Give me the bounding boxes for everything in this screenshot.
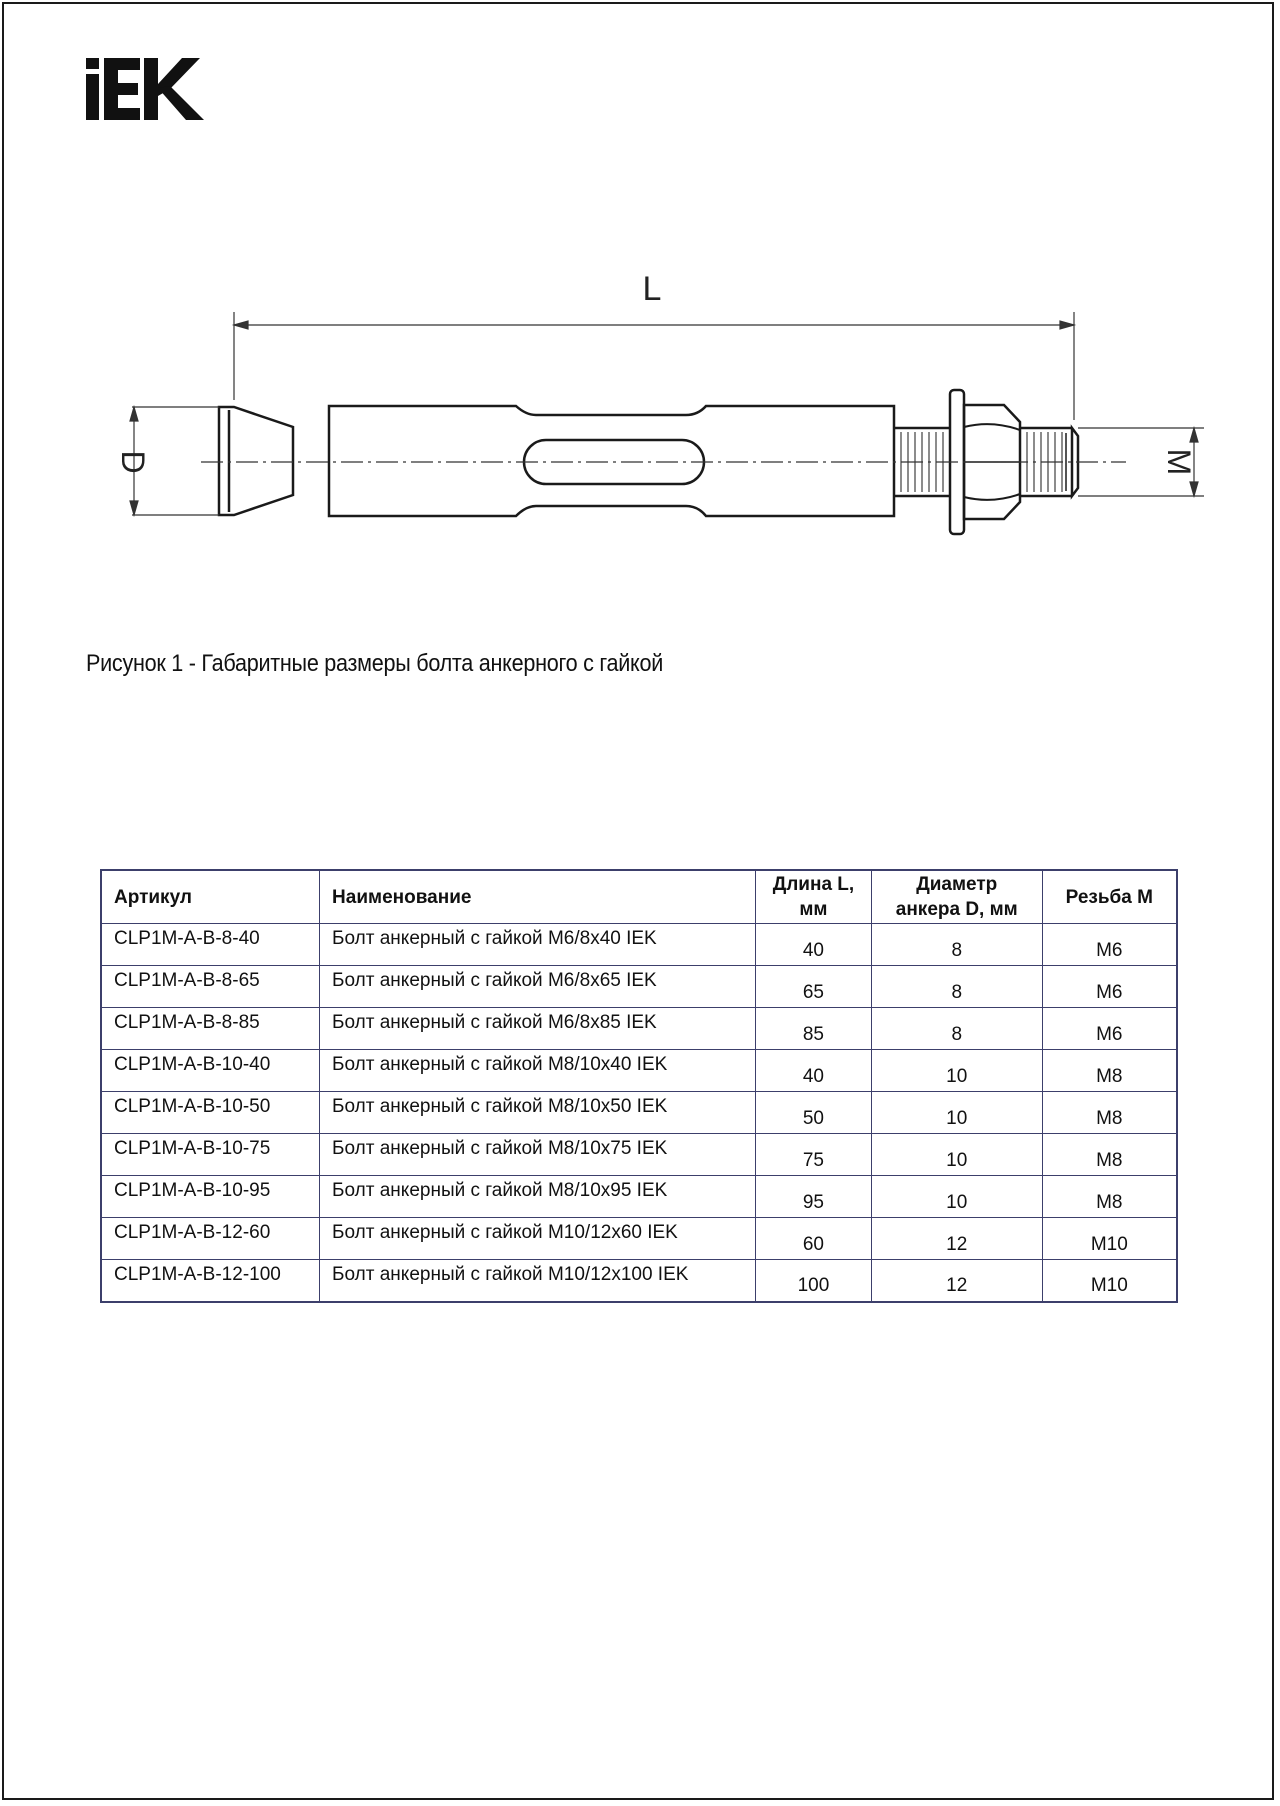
cell-thread: М10 <box>1042 1260 1177 1302</box>
cell-article: CLP1M-A-B-10-75 <box>101 1134 320 1176</box>
cell-name: Болт анкерный с гайкой М10/12х100 IEK <box>320 1260 756 1302</box>
label-M: M <box>1161 448 1197 476</box>
header-length <box>756 870 872 924</box>
header-diameter <box>871 870 1042 924</box>
header-length-line1: Длина L, <box>772 874 855 895</box>
cell-diameter: 10 <box>871 1050 1042 1092</box>
cell-diameter: 10 <box>871 1092 1042 1134</box>
cell-diameter: 12 <box>871 1218 1042 1260</box>
cell-thread: М6 <box>1042 1008 1177 1050</box>
cell-article: CLP1M-A-B-10-95 <box>101 1176 320 1218</box>
cell-article: CLP1M-A-B-12-100 <box>101 1260 320 1302</box>
cell-diameter: 8 <box>871 1008 1042 1050</box>
cell-article: CLP1M-A-B-10-40 <box>101 1050 320 1092</box>
cell-name: Болт анкерный с гайкой М6/8х85 IEK <box>320 1008 756 1050</box>
cell-article: CLP1M-A-B-8-65 <box>101 966 320 1008</box>
cell-article: CLP1M-A-B-8-40 <box>101 924 320 966</box>
cell-length: 85 <box>756 1008 872 1050</box>
specification-table <box>100 869 1178 1303</box>
header-thread: Резьба М <box>1042 870 1177 924</box>
cell-thread: М10 <box>1042 1218 1177 1260</box>
iek-logo-mark <box>86 58 212 120</box>
dimension-L <box>234 312 1074 420</box>
cell-name: Болт анкерный с гайкой М8/10х95 IEK <box>320 1176 756 1218</box>
cell-article: CLP1M-A-B-12-60 <box>101 1218 320 1260</box>
cell-length: 100 <box>756 1260 872 1302</box>
cell-thread: М8 <box>1042 1092 1177 1134</box>
cell-length: 50 <box>756 1092 872 1134</box>
cell-diameter: 10 <box>871 1176 1042 1218</box>
header-length-line2: мм <box>799 899 828 920</box>
cell-name: Болт анкерный с гайкой М8/10х75 IEK <box>320 1134 756 1176</box>
iek-logo <box>86 58 212 120</box>
header-diameter-line1: Диаметр <box>916 874 998 895</box>
cell-name: Болт анкерный с гайкой М8/10х50 IEK <box>320 1092 756 1134</box>
header-article: Артикул <box>101 870 320 924</box>
table-row <box>101 1050 1177 1092</box>
table-row <box>101 1260 1177 1302</box>
table-row <box>101 924 1177 966</box>
cell-diameter: 8 <box>871 924 1042 966</box>
label-L: L <box>642 270 662 308</box>
cell-article: CLP1M-A-B-8-85 <box>101 1008 320 1050</box>
cell-name: Болт анкерный с гайкой М10/12х60 IEK <box>320 1218 756 1260</box>
cell-thread: М8 <box>1042 1176 1177 1218</box>
table-row <box>101 1218 1177 1260</box>
cell-article: CLP1M-A-B-10-50 <box>101 1092 320 1134</box>
figure-caption: Рисунок 1 - Габаритные размеры болта анкерного с гайкой <box>86 650 663 677</box>
label-D: D <box>115 450 151 474</box>
header-diameter-line2: анкера D, мм <box>895 899 1018 920</box>
expansion-sleeve <box>329 406 894 516</box>
cell-name: Болт анкерный с гайкой М6/8х40 IEK <box>320 924 756 966</box>
table-row <box>101 1176 1177 1218</box>
cell-length: 65 <box>756 966 872 1008</box>
cell-diameter: 10 <box>871 1134 1042 1176</box>
cell-thread: М6 <box>1042 924 1177 966</box>
table-row <box>101 966 1177 1008</box>
cell-length: 60 <box>756 1218 872 1260</box>
table-row <box>101 1092 1177 1134</box>
header-name: Наименование <box>320 870 756 924</box>
table-row <box>101 1134 1177 1176</box>
cell-length: 40 <box>756 924 872 966</box>
cell-length: 75 <box>756 1134 872 1176</box>
cell-length: 40 <box>756 1050 872 1092</box>
cell-thread: М8 <box>1042 1134 1177 1176</box>
cell-name: Болт анкерный с гайкой М8/10х40 IEK <box>320 1050 756 1092</box>
table-header-row <box>101 870 1177 924</box>
anchor-bolt-drawing <box>86 270 1206 560</box>
cell-thread: М6 <box>1042 966 1177 1008</box>
table-row <box>101 1008 1177 1050</box>
cell-diameter: 12 <box>871 1260 1042 1302</box>
cell-diameter: 8 <box>871 966 1042 1008</box>
cell-name: Болт анкерный с гайкой М6/8х65 IEK <box>320 966 756 1008</box>
cell-thread: М8 <box>1042 1050 1177 1092</box>
cell-length: 95 <box>756 1176 872 1218</box>
